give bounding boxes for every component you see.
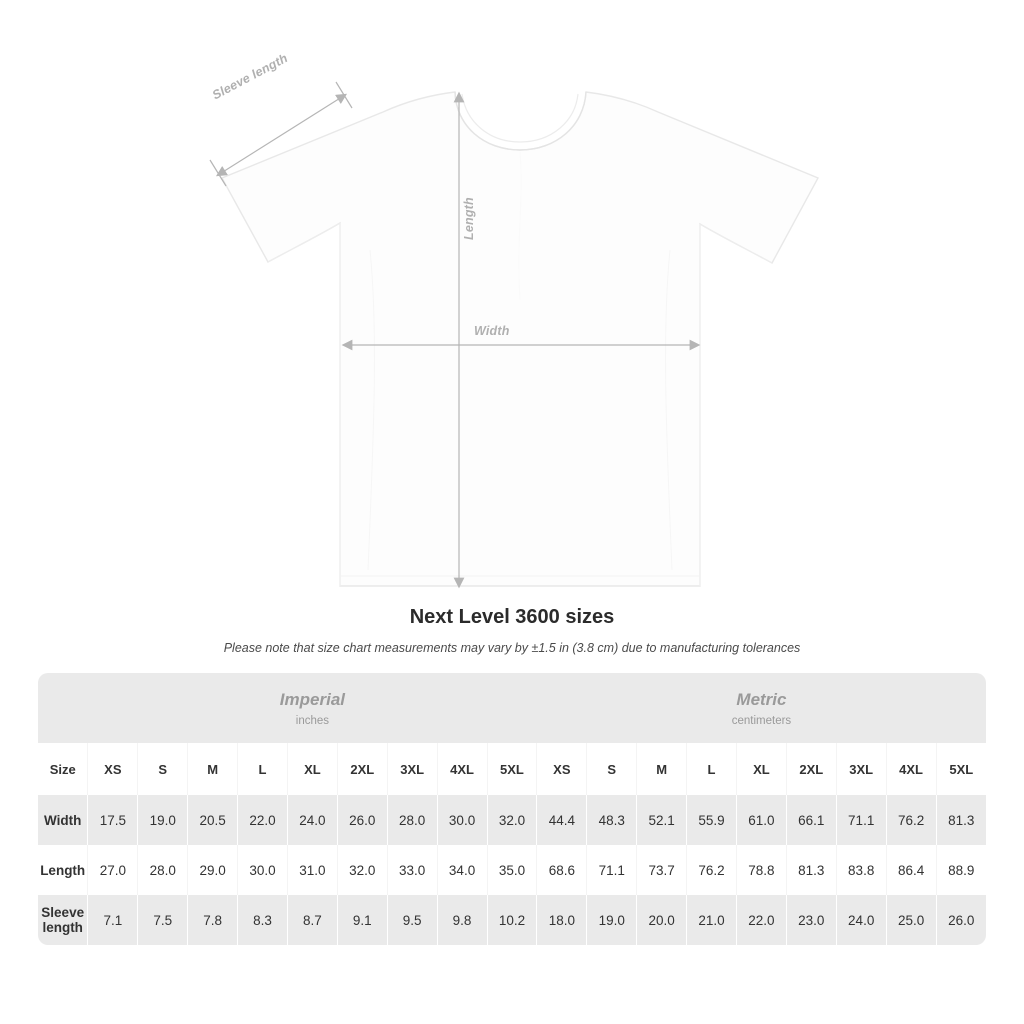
width-imperial-2xl: 26.0: [337, 795, 387, 845]
sleeve-metric-3xl: 24.0: [836, 895, 886, 945]
tshirt-shape: [222, 92, 818, 586]
length-metric-l: 76.2: [687, 845, 737, 895]
width-metric-5xl: 81.3: [936, 795, 986, 845]
sleeve-length-label: Sleeve length: [210, 50, 291, 103]
size-header-metric-4xl: 4XL: [886, 743, 936, 795]
width-metric-m: 52.1: [637, 795, 687, 845]
sleeve-metric-5xl: 26.0: [936, 895, 986, 945]
sleeve-metric-4xl: 25.0: [886, 895, 936, 945]
width-metric-xs: 44.4: [537, 795, 587, 845]
length-imperial-4xl: 34.0: [437, 845, 487, 895]
length-metric-xs: 68.6: [537, 845, 587, 895]
size-header-imperial-3xl: 3XL: [387, 743, 437, 795]
size-header-imperial-4xl: 4XL: [437, 743, 487, 795]
sleeve-imperial-5xl: 10.2: [487, 895, 537, 945]
size-header-imperial-s: S: [138, 743, 188, 795]
size-header-imperial-m: M: [188, 743, 238, 795]
size-header-metric-l: L: [687, 743, 737, 795]
imperial-name: Imperial: [279, 689, 345, 709]
page-title: Next Level 3600 sizes: [409, 606, 615, 628]
width-metric-4xl: 76.2: [886, 795, 936, 845]
length-metric-m: 73.7: [637, 845, 687, 895]
width-metric-l: 55.9: [687, 795, 737, 845]
width-imperial-xs: 17.5: [88, 795, 138, 845]
sleeve-metric-xs: 18.0: [537, 895, 587, 945]
sleeve-imperial-l: 8.3: [238, 895, 288, 945]
size-header-metric-3xl: 3XL: [836, 743, 886, 795]
width-metric-2xl: 66.1: [786, 795, 836, 845]
sleeve-metric-xl: 22.0: [736, 895, 786, 945]
sleeve-imperial-xl: 8.7: [287, 895, 337, 945]
row-label-width: Width: [38, 795, 88, 845]
length-imperial-5xl: 35.0: [487, 845, 537, 895]
metric-name: Metric: [736, 689, 787, 709]
length-imperial-l: 30.0: [238, 845, 288, 895]
size-header-metric-xl: XL: [736, 743, 786, 795]
sleeve-metric-2xl: 23.0: [786, 895, 836, 945]
width-imperial-l: 22.0: [238, 795, 288, 845]
width-label: Width: [474, 324, 510, 338]
sleeve-imperial-m: 7.8: [188, 895, 238, 945]
length-imperial-xs: 27.0: [88, 845, 138, 895]
length-imperial-m: 29.0: [188, 845, 238, 895]
length-imperial-s: 28.0: [138, 845, 188, 895]
unit-header-row: [38, 673, 986, 743]
imperial-group-header: [88, 673, 537, 743]
width-imperial-m: 20.5: [188, 795, 238, 845]
metric-unit: centimeters: [731, 714, 792, 727]
sleeve-metric-m: 20.0: [637, 895, 687, 945]
width-imperial-xl: 24.0: [287, 795, 337, 845]
size-header-imperial-5xl: 5XL: [487, 743, 537, 795]
length-imperial-3xl: 33.0: [387, 845, 437, 895]
size-table-wrap: [38, 673, 986, 945]
length-imperial-xl: 31.0: [287, 845, 337, 895]
imperial-unit: inches: [295, 714, 330, 727]
size-header-row: [38, 743, 986, 795]
size-table: [38, 673, 986, 945]
table-row: [38, 845, 986, 895]
length-label: Length: [462, 197, 476, 240]
width-imperial-3xl: 28.0: [387, 795, 437, 845]
title-block: [0, 606, 1024, 655]
size-header-metric-xs: XS: [537, 743, 587, 795]
length-metric-4xl: 86.4: [886, 845, 936, 895]
size-header-metric-2xl: 2XL: [786, 743, 836, 795]
size-header-imperial-l: L: [238, 743, 288, 795]
length-metric-s: 71.1: [587, 845, 637, 895]
table-row: [38, 895, 986, 945]
size-header-imperial-2xl: 2XL: [337, 743, 387, 795]
size-header-imperial-xl: XL: [287, 743, 337, 795]
table-row: [38, 795, 986, 845]
length-metric-5xl: 88.9: [936, 845, 986, 895]
width-imperial-4xl: 30.0: [437, 795, 487, 845]
sleeve-imperial-2xl: 9.1: [337, 895, 387, 945]
width-metric-3xl: 71.1: [836, 795, 886, 845]
size-header-metric-5xl: 5XL: [936, 743, 986, 795]
width-imperial-5xl: 32.0: [487, 795, 537, 845]
length-imperial-2xl: 32.0: [337, 845, 387, 895]
size-header-label: Size: [38, 743, 88, 795]
length-metric-xl: 78.8: [736, 845, 786, 895]
size-header-metric-s: S: [587, 743, 637, 795]
row-label-sleeve-length: Sleeve length: [38, 895, 88, 945]
tolerance-note: Please note that size chart measurements may vary by ±1.5 in (3.8 cm) due to manufacturing tolerances: [223, 641, 801, 655]
sleeve-metric-s: 19.0: [587, 895, 637, 945]
unit-corner-cell: [38, 673, 88, 743]
metric-group-header: [537, 673, 986, 743]
length-metric-3xl: 83.8: [836, 845, 886, 895]
sleeve-imperial-3xl: 9.5: [387, 895, 437, 945]
sleeve-imperial-xs: 7.1: [88, 895, 138, 945]
sleeve-imperial-s: 7.5: [138, 895, 188, 945]
width-metric-xl: 61.0: [736, 795, 786, 845]
size-header-metric-m: M: [637, 743, 687, 795]
width-imperial-s: 19.0: [138, 795, 188, 845]
sleeve-metric-l: 21.0: [687, 895, 737, 945]
size-header-imperial-xs: XS: [88, 743, 138, 795]
row-label-length: Length: [40, 862, 86, 878]
width-metric-s: 48.3: [587, 795, 637, 845]
length-metric-2xl: 81.3: [786, 845, 836, 895]
sleeve-imperial-4xl: 9.8: [437, 895, 487, 945]
